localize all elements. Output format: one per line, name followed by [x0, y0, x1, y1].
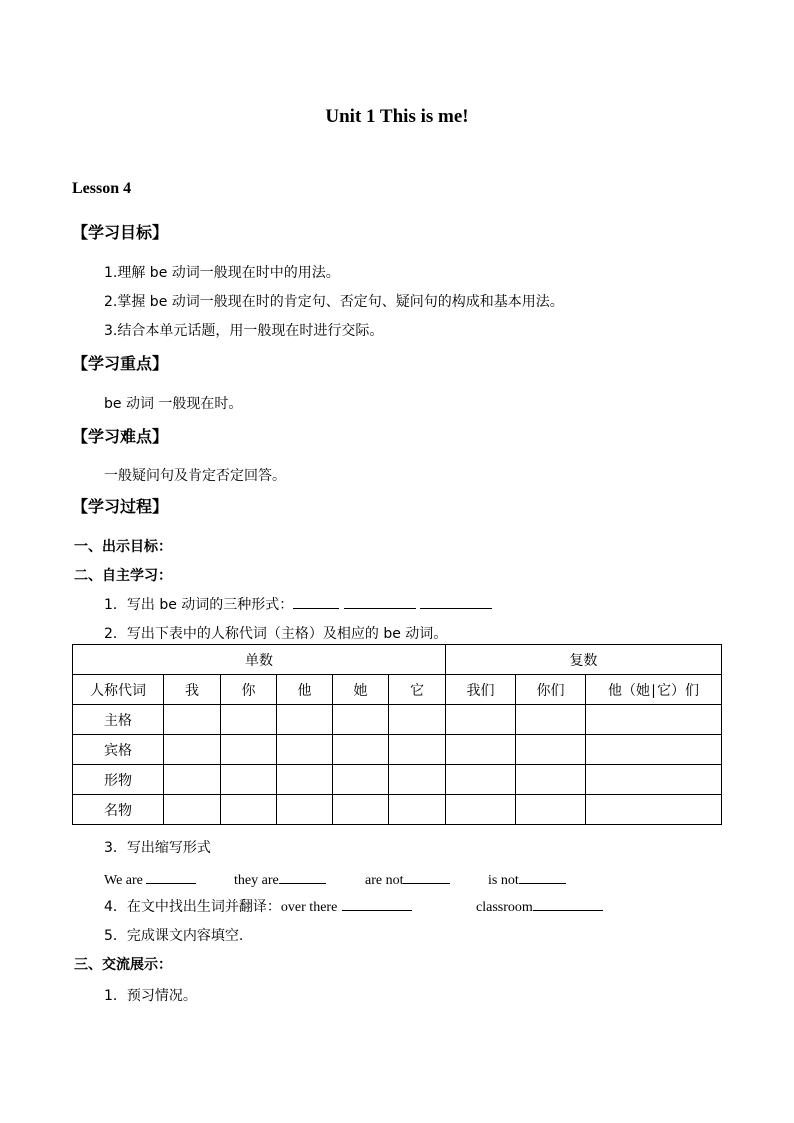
header-pronoun: 人称代词 [73, 675, 164, 705]
table-cell[interactable] [516, 795, 586, 825]
word-classroom: classroom [476, 900, 533, 915]
table-cell[interactable] [164, 705, 221, 735]
objective-item-1: 1.理解 be 动词一般现在时中的用法。 [104, 265, 340, 281]
abbr-they-are-label: they are [234, 873, 279, 888]
table-cell[interactable] [446, 795, 516, 825]
process-heading: 【学习过程】 [72, 497, 169, 516]
header-she: 她 [333, 675, 389, 705]
table-cell[interactable] [446, 765, 516, 795]
table-cell[interactable] [277, 765, 333, 795]
abbr-are-not-label: are not [365, 873, 404, 888]
difficulties-text: 一般疑问句及肯定否定回答。 [104, 468, 286, 484]
over-there-blank[interactable] [342, 896, 412, 911]
be-form-blank-2[interactable] [344, 594, 416, 609]
table-cell[interactable] [516, 765, 586, 795]
table-cell[interactable] [516, 735, 586, 765]
table-cell[interactable] [389, 795, 446, 825]
table-row [73, 765, 722, 795]
task-4 [104, 896, 412, 916]
row-label: 主格 [73, 705, 164, 735]
header-you-plural: 你们 [516, 675, 586, 705]
plural-header: 复数 [446, 645, 722, 675]
header-we: 我们 [446, 675, 516, 705]
singular-header: 单数 [73, 645, 446, 675]
row-label: 宾格 [73, 735, 164, 765]
table-row [73, 705, 722, 735]
page-title: Unit 1 This is me! [325, 106, 469, 127]
table-cell[interactable] [586, 765, 722, 795]
row-label: 名物 [73, 795, 164, 825]
objective-item-2: 2.掌握 be 动词一般现在时的肯定句、否定句、疑问句的构成和基本用法。 [104, 294, 564, 310]
key-points-heading: 【学习重点】 [72, 354, 169, 373]
header-it: 它 [389, 675, 446, 705]
difficulties-heading: 【学习难点】 [72, 427, 169, 446]
abbr-we-are-blank[interactable] [146, 869, 196, 884]
task-1 [104, 594, 492, 614]
table-cell[interactable] [277, 705, 333, 735]
table-cell[interactable] [164, 765, 221, 795]
objectives-heading: 【学习目标】 [72, 223, 169, 242]
table-cell[interactable] [446, 735, 516, 765]
abbr-we-are-label: We are [104, 873, 143, 888]
word-classroom-row [476, 896, 603, 916]
section-3-title: 三、交流展示： [74, 957, 172, 973]
be-form-blank-3[interactable] [420, 594, 492, 609]
table-row [73, 735, 722, 765]
pronoun-table [72, 644, 722, 825]
table-cell[interactable] [164, 735, 221, 765]
abbr-they-are-blank[interactable] [279, 869, 326, 884]
abbr-is-not-blank[interactable] [519, 869, 566, 884]
be-form-blank-1[interactable] [293, 594, 339, 609]
task-1-label: 1．写出 be 动词的三种形式： [104, 597, 294, 613]
abbr-we-are [104, 869, 196, 889]
task-2: 2．写出下表中的人称代词（主格）及相应的 be 动词。 [104, 626, 448, 642]
table-cell[interactable] [389, 705, 446, 735]
table-cell[interactable] [221, 765, 277, 795]
abbr-is-not-label: is not [488, 873, 519, 888]
table-cell[interactable] [277, 735, 333, 765]
table-cell[interactable] [333, 705, 389, 735]
section-2-title: 二、自主学习： [74, 568, 172, 584]
table-cell[interactable] [586, 705, 722, 735]
header-he: 他 [277, 675, 333, 705]
header-i: 我 [164, 675, 221, 705]
task-4-label: 4．在文中找出生词并翻译： [104, 899, 281, 915]
classroom-blank[interactable] [533, 896, 603, 911]
task-3: 3．写出缩写形式 [104, 840, 211, 856]
table-cell[interactable] [333, 735, 389, 765]
abbr-are-not [365, 869, 450, 889]
header-they: 他（她∣它）们 [586, 675, 722, 705]
table-cell[interactable] [221, 735, 277, 765]
table-row [73, 795, 722, 825]
key-points-text: be 动词 一般现在时。 [104, 396, 243, 412]
header-you: 你 [221, 675, 277, 705]
table-cell[interactable] [389, 735, 446, 765]
objective-item-3: 3.结合本单元话题，用一般现在时进行交际。 [104, 323, 384, 339]
abbr-is-not [488, 869, 566, 889]
table-cell[interactable] [277, 795, 333, 825]
task-5: 5．完成课文内容填空. [104, 928, 244, 944]
row-label: 形物 [73, 765, 164, 795]
table-cell[interactable] [516, 705, 586, 735]
table-cell[interactable] [586, 735, 722, 765]
table-cell[interactable] [221, 795, 277, 825]
lesson-label: Lesson 4 [72, 180, 132, 197]
abbr-they-are [234, 869, 326, 889]
abbr-are-not-blank[interactable] [403, 869, 450, 884]
section-1-title: 一、出示目标： [74, 539, 172, 555]
word-over-there: over there [280, 900, 338, 915]
table-cell[interactable] [333, 795, 389, 825]
table-cell[interactable] [389, 765, 446, 795]
table-cell[interactable] [333, 765, 389, 795]
table-cell[interactable] [221, 705, 277, 735]
task-6: 1．预习情况。 [104, 988, 197, 1004]
table-cell[interactable] [446, 705, 516, 735]
table-cell[interactable] [586, 795, 722, 825]
table-cell[interactable] [164, 795, 221, 825]
